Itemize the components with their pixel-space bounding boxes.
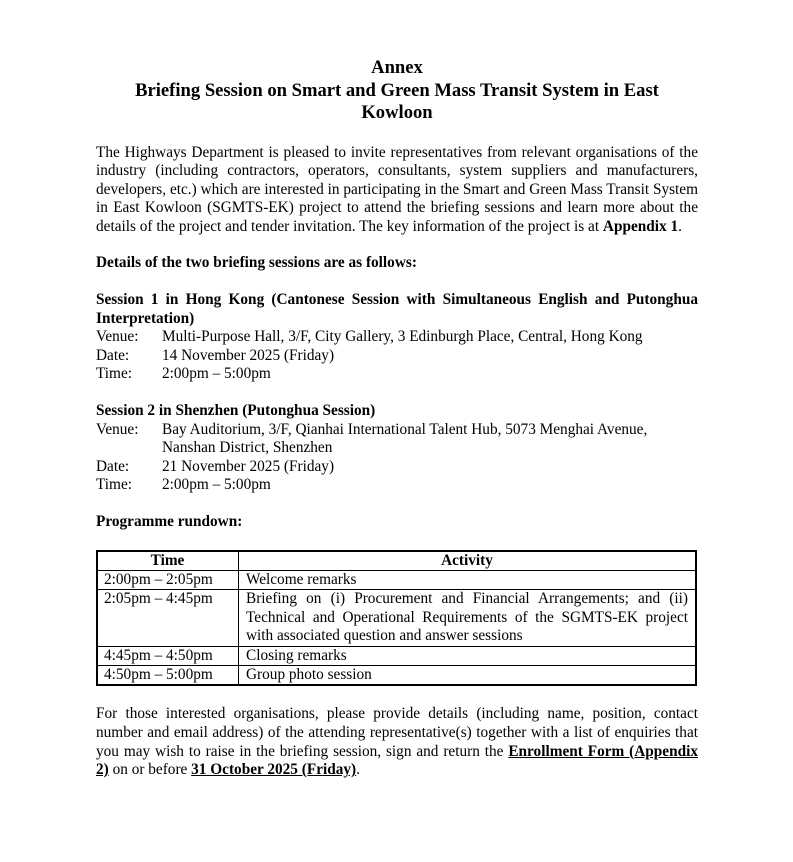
venue-label: Venue: (96, 420, 139, 438)
date-label: Date: (96, 346, 130, 364)
venue-line-1: Bay Auditorium, 3/F, Qianhai International Talent Hub, 5073 Menghai Avenue, (162, 420, 648, 438)
row-time: 2:00pm – 2:05pm (97, 571, 239, 590)
rundown-table (96, 550, 697, 687)
date-label: Date: (96, 457, 130, 475)
session-2-date (96, 458, 698, 477)
row-activity: Briefing on (i) Procurement and Financial Arrangements; and (ii) Technical and Operational Requirements of the SGMTS-EK project with associated question and answer sessions (239, 590, 697, 646)
session-1-heading: Session 1 in Hong Kong (Cantonese Session with Simultaneous English and Putonghua Interpretation) (96, 291, 698, 327)
closing-text: For those interested organisations, please provide details (including name, position, contact number and email address) of the attending representative(s) together with a list of enquiries that you may wish to raise in the briefing session, sign and return the (96, 705, 698, 760)
session-1-venue (96, 328, 698, 347)
session-2-heading: Session 2 in Shenzhen (Putonghua Session) (96, 402, 376, 420)
row-activity: Welcome remarks (239, 571, 697, 590)
table-header-row (97, 551, 696, 571)
enrollment-form-link[interactable]: Enrollment Form (Appendix 2) (96, 742, 698, 779)
session-1 (96, 291, 698, 384)
column-header-time: Time (97, 551, 239, 571)
table-row (97, 571, 696, 590)
time-label: Time: (96, 476, 132, 494)
closing-middle: on or before (108, 761, 192, 779)
date-value: 21 November 2025 (Friday) (162, 457, 335, 475)
title-line-2: Kowloon (361, 102, 433, 123)
intro-text: The Highways Department is pleased to invite representatives from relevant organisations of the industry (including contractors, operators, consultants, system suppliers and manufacturers, developers, etc.) which are interested in participating in the Smart and Green Mass Transit System in East Kowloon (SGMTS-EK) project to attend the briefing sessions and learn more about the details of the project and tender invitation. The key information of the project is at (96, 143, 698, 235)
row-time: 4:45pm – 4:50pm (97, 646, 239, 665)
closing-paragraph (96, 705, 698, 779)
row-time: 2:05pm – 4:45pm (97, 590, 239, 646)
appendix-1-reference: Appendix 1 (602, 217, 679, 235)
row-activity: Closing remarks (239, 646, 697, 665)
session-2 (96, 402, 698, 495)
closing-end: . (356, 761, 360, 779)
venue-value: Multi-Purpose Hall, 3/F, City Gallery, 3 Edinburgh Place, Central, Hong Kong (162, 328, 643, 346)
session-1-time (96, 365, 698, 384)
page-title (96, 80, 698, 125)
intro-paragraph (96, 144, 698, 237)
column-header-activity: Activity (239, 551, 697, 571)
date-value: 14 November 2025 (Friday) (162, 346, 335, 364)
session-1-date (96, 347, 698, 366)
time-value: 2:00pm – 5:00pm (162, 476, 271, 494)
row-time: 4:50pm – 5:00pm (97, 666, 239, 686)
document-page (96, 57, 698, 780)
annex-label: Annex (371, 57, 423, 78)
table-row (97, 590, 696, 646)
session-2-venue (96, 421, 698, 458)
rundown-heading: Programme rundown: (96, 513, 243, 530)
session-2-time (96, 476, 698, 495)
venue-line-2: Nanshan District, Shenzhen (162, 439, 333, 457)
time-value: 2:00pm – 5:00pm (162, 365, 271, 383)
venue-label: Venue: (96, 328, 139, 346)
deadline-date: 31 October 2025 (Friday) (191, 761, 357, 779)
venue-value (162, 421, 698, 458)
details-heading: Details of the two briefing sessions are as follows: (96, 254, 417, 272)
title-line-1: Briefing Session on Smart and Green Mass Transit System in East (135, 79, 659, 101)
row-activity: Group photo session (239, 666, 697, 686)
intro-end: . (678, 217, 682, 235)
table-row (97, 666, 696, 686)
table-row (97, 646, 696, 665)
time-label: Time: (96, 365, 132, 383)
